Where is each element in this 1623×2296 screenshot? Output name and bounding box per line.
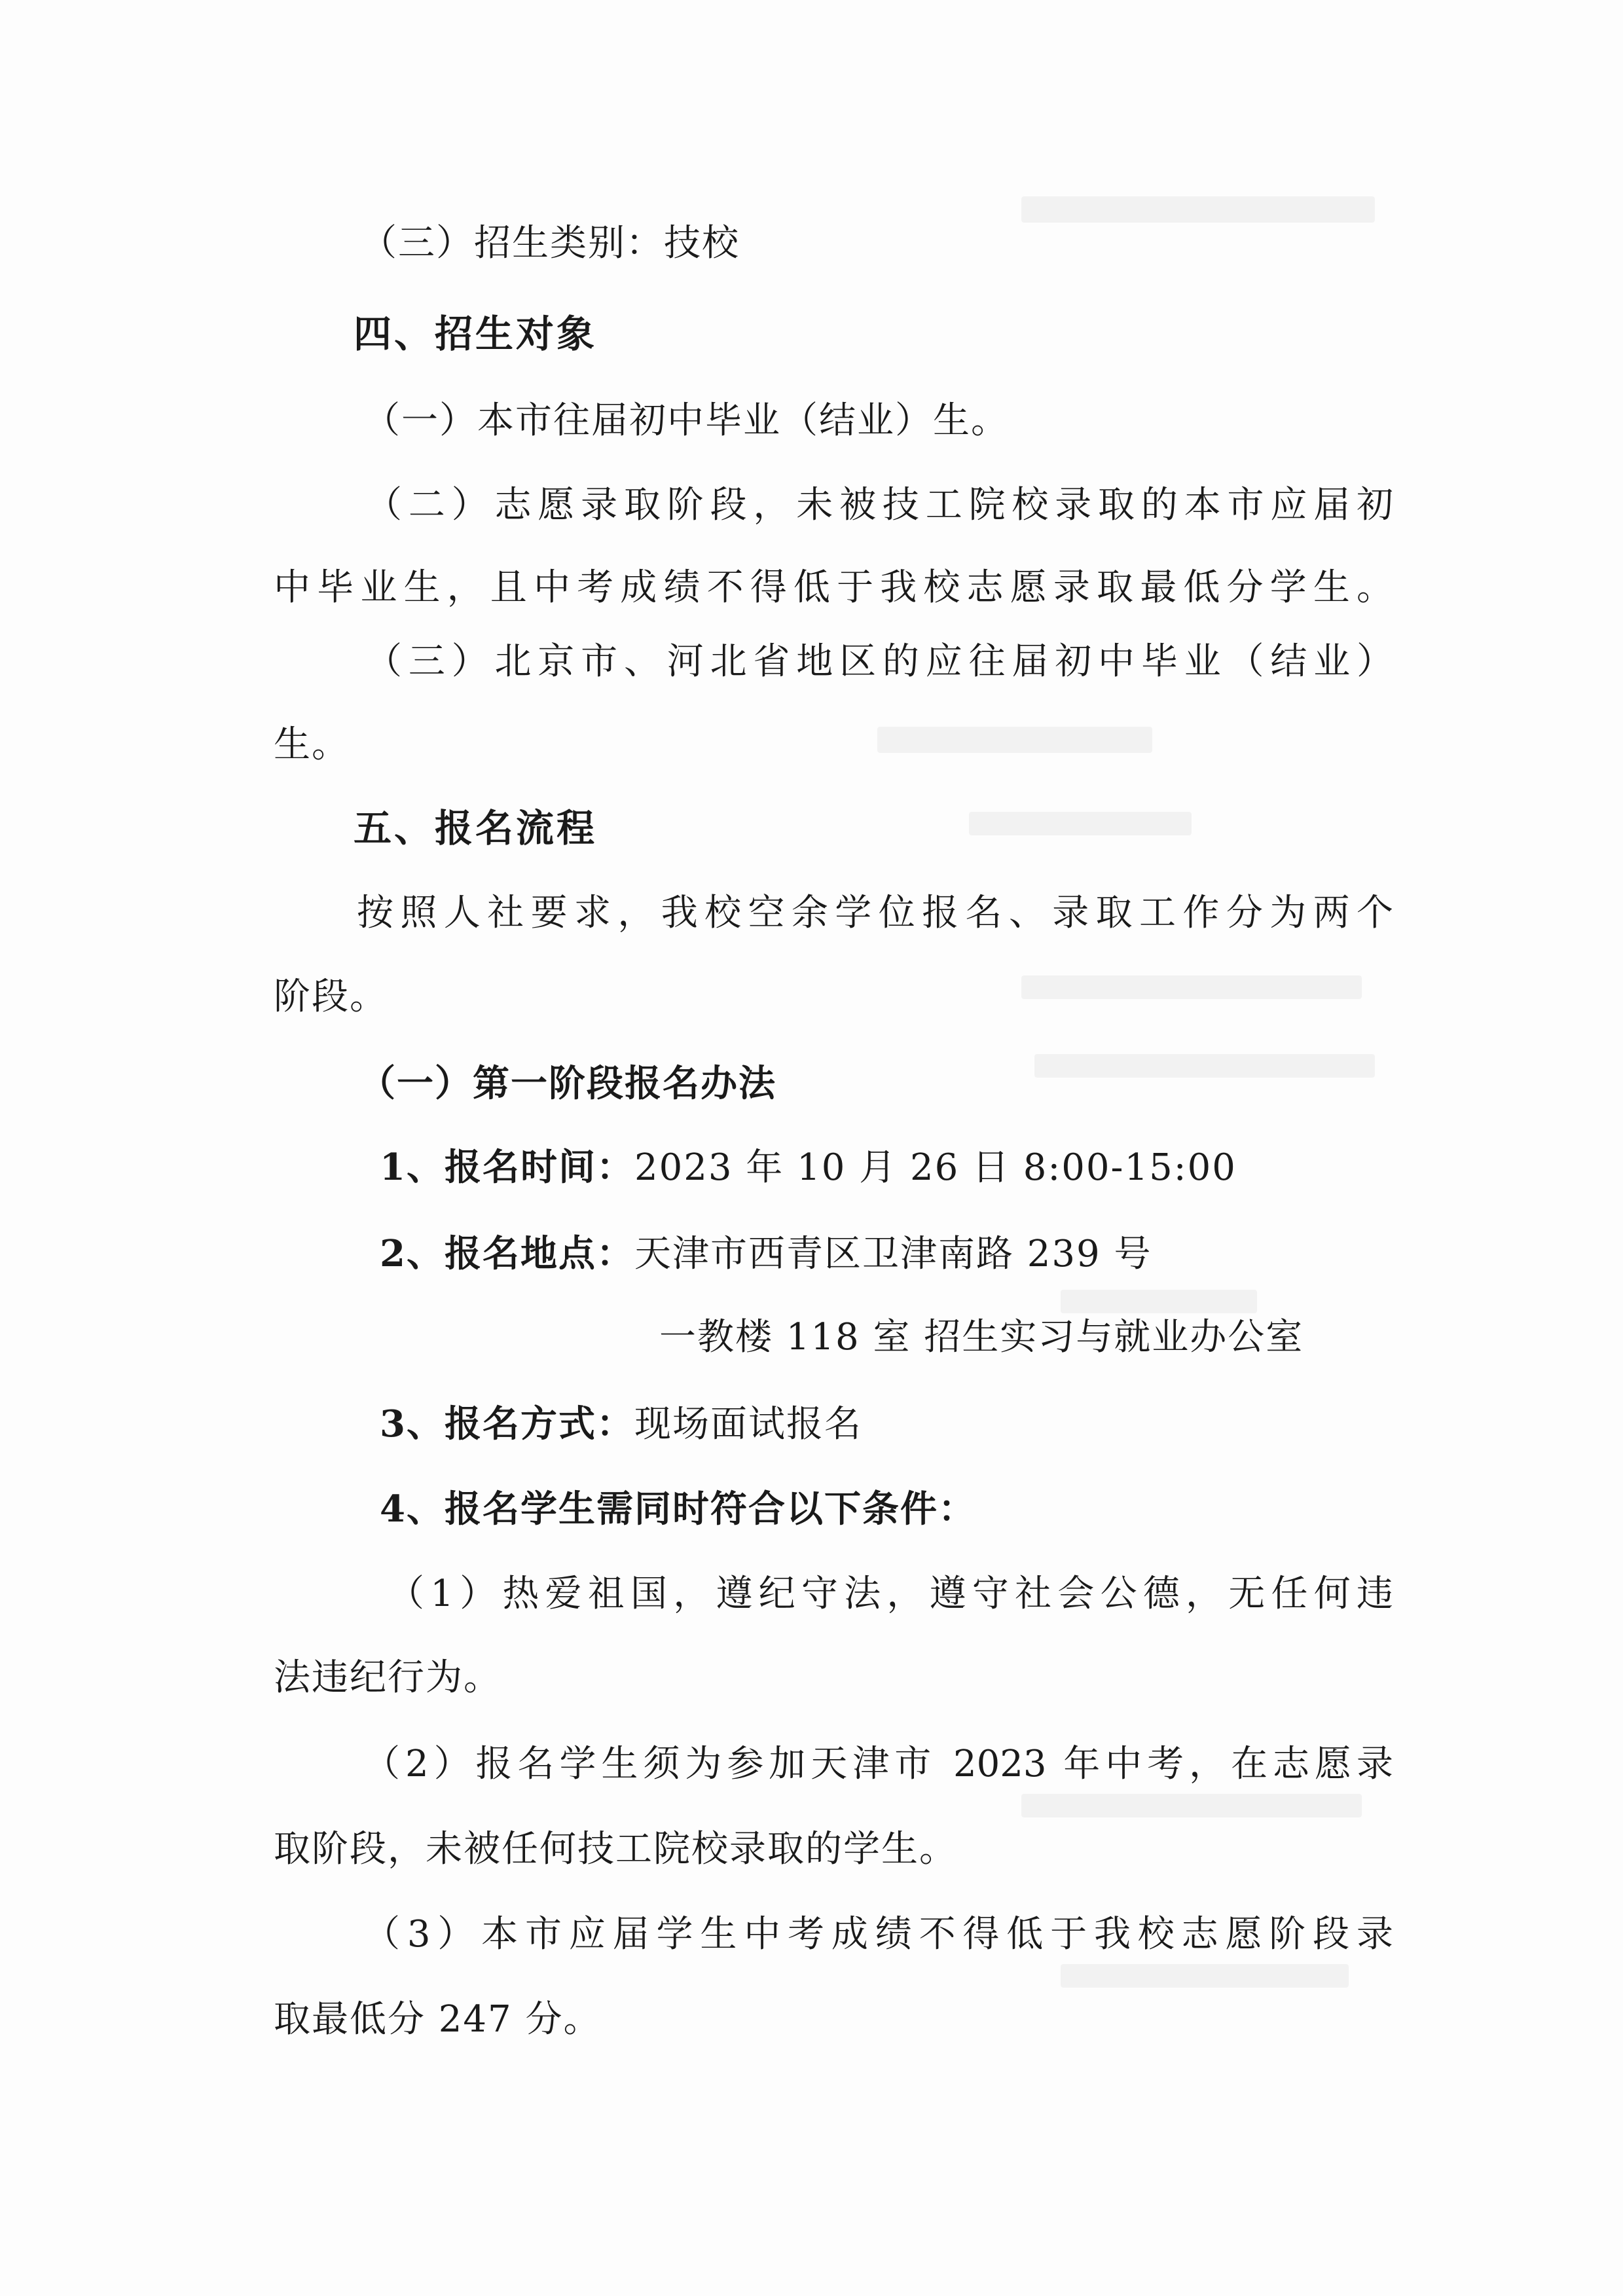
process-intro-line-2: 阶段。 (274, 975, 388, 1018)
target-item-2-line-1: （二）志愿录取阶段，未被技工院校录取的本市应届初 (365, 484, 1393, 526)
condition-2-line-1: （2）报名学生须为参加天津市 2023 年中考，在志愿录 (363, 1743, 1393, 1785)
enrollment-category: （三）招生类别：技校 (360, 222, 740, 264)
eligibility-conditions-title: 4、报名学生需同时符合以下条件： (380, 1487, 976, 1531)
condition-3-line-2: 取最低分 247 分。 (274, 1998, 602, 2041)
condition-2-line-2: 取阶段，未被任何技工院校录取的学生。 (274, 1828, 957, 1870)
section-heading-5: 五、报名流程 (354, 806, 598, 850)
condition-3-line-1: （3）本市应届学生中考成绩不得低于我校志愿阶段录 (363, 1913, 1393, 1956)
bleed-through-mark (877, 727, 1152, 753)
registration-time (380, 1144, 1237, 1191)
target-item-3-line-2: 生。 (274, 723, 350, 766)
registration-location-value: 天津市西青区卫津南路 239 号 (634, 1233, 1152, 1275)
registration-location-label: 2、报名地点： (380, 1232, 634, 1275)
registration-method-value: 现场面试报名 (634, 1403, 862, 1446)
bleed-through-mark (1061, 1964, 1349, 1988)
bleed-through-mark (1021, 196, 1375, 223)
subsection-phase-1: （一）第一阶段报名办法 (359, 1062, 776, 1105)
section-heading-4: 四、招生对象 (354, 312, 598, 356)
bleed-through-mark (1034, 1054, 1375, 1078)
bleed-through-mark (1021, 1794, 1362, 1817)
condition-1-line-2: 法违纪行为。 (274, 1656, 501, 1699)
bleed-through-mark (1021, 975, 1362, 999)
registration-time-value: 2023 年 10 月 26 日 8:00-15:00 (634, 1146, 1237, 1189)
registration-method-label: 3、报名方式： (380, 1402, 634, 1446)
registration-time-label: 1、报名时间： (380, 1146, 634, 1189)
bleed-through-mark (1061, 1290, 1257, 1313)
target-item-3-line-1: （三）北京市、河北省地区的应往届初中毕业（结业） (365, 640, 1393, 683)
bleed-through-mark (969, 812, 1192, 835)
registration-location (380, 1231, 1152, 1277)
process-intro-line-1: 按照人社要求，我校空余学位报名、录取工作分为两个 (357, 892, 1393, 934)
target-item-2-line-2: 中毕业生，且中考成绩不得低于我校志愿录取最低分学生。 (274, 566, 1393, 609)
target-item-1: （一）本市往届初中毕业（结业）生。 (363, 399, 1009, 442)
registration-method (380, 1401, 862, 1448)
registration-location-room: 一教楼 118 室 招生实习与就业办公室 (659, 1316, 1304, 1358)
condition-1-line-1: （1）热爱祖国，遵纪守法，遵守社会公德，无任何违 (388, 1573, 1393, 1615)
